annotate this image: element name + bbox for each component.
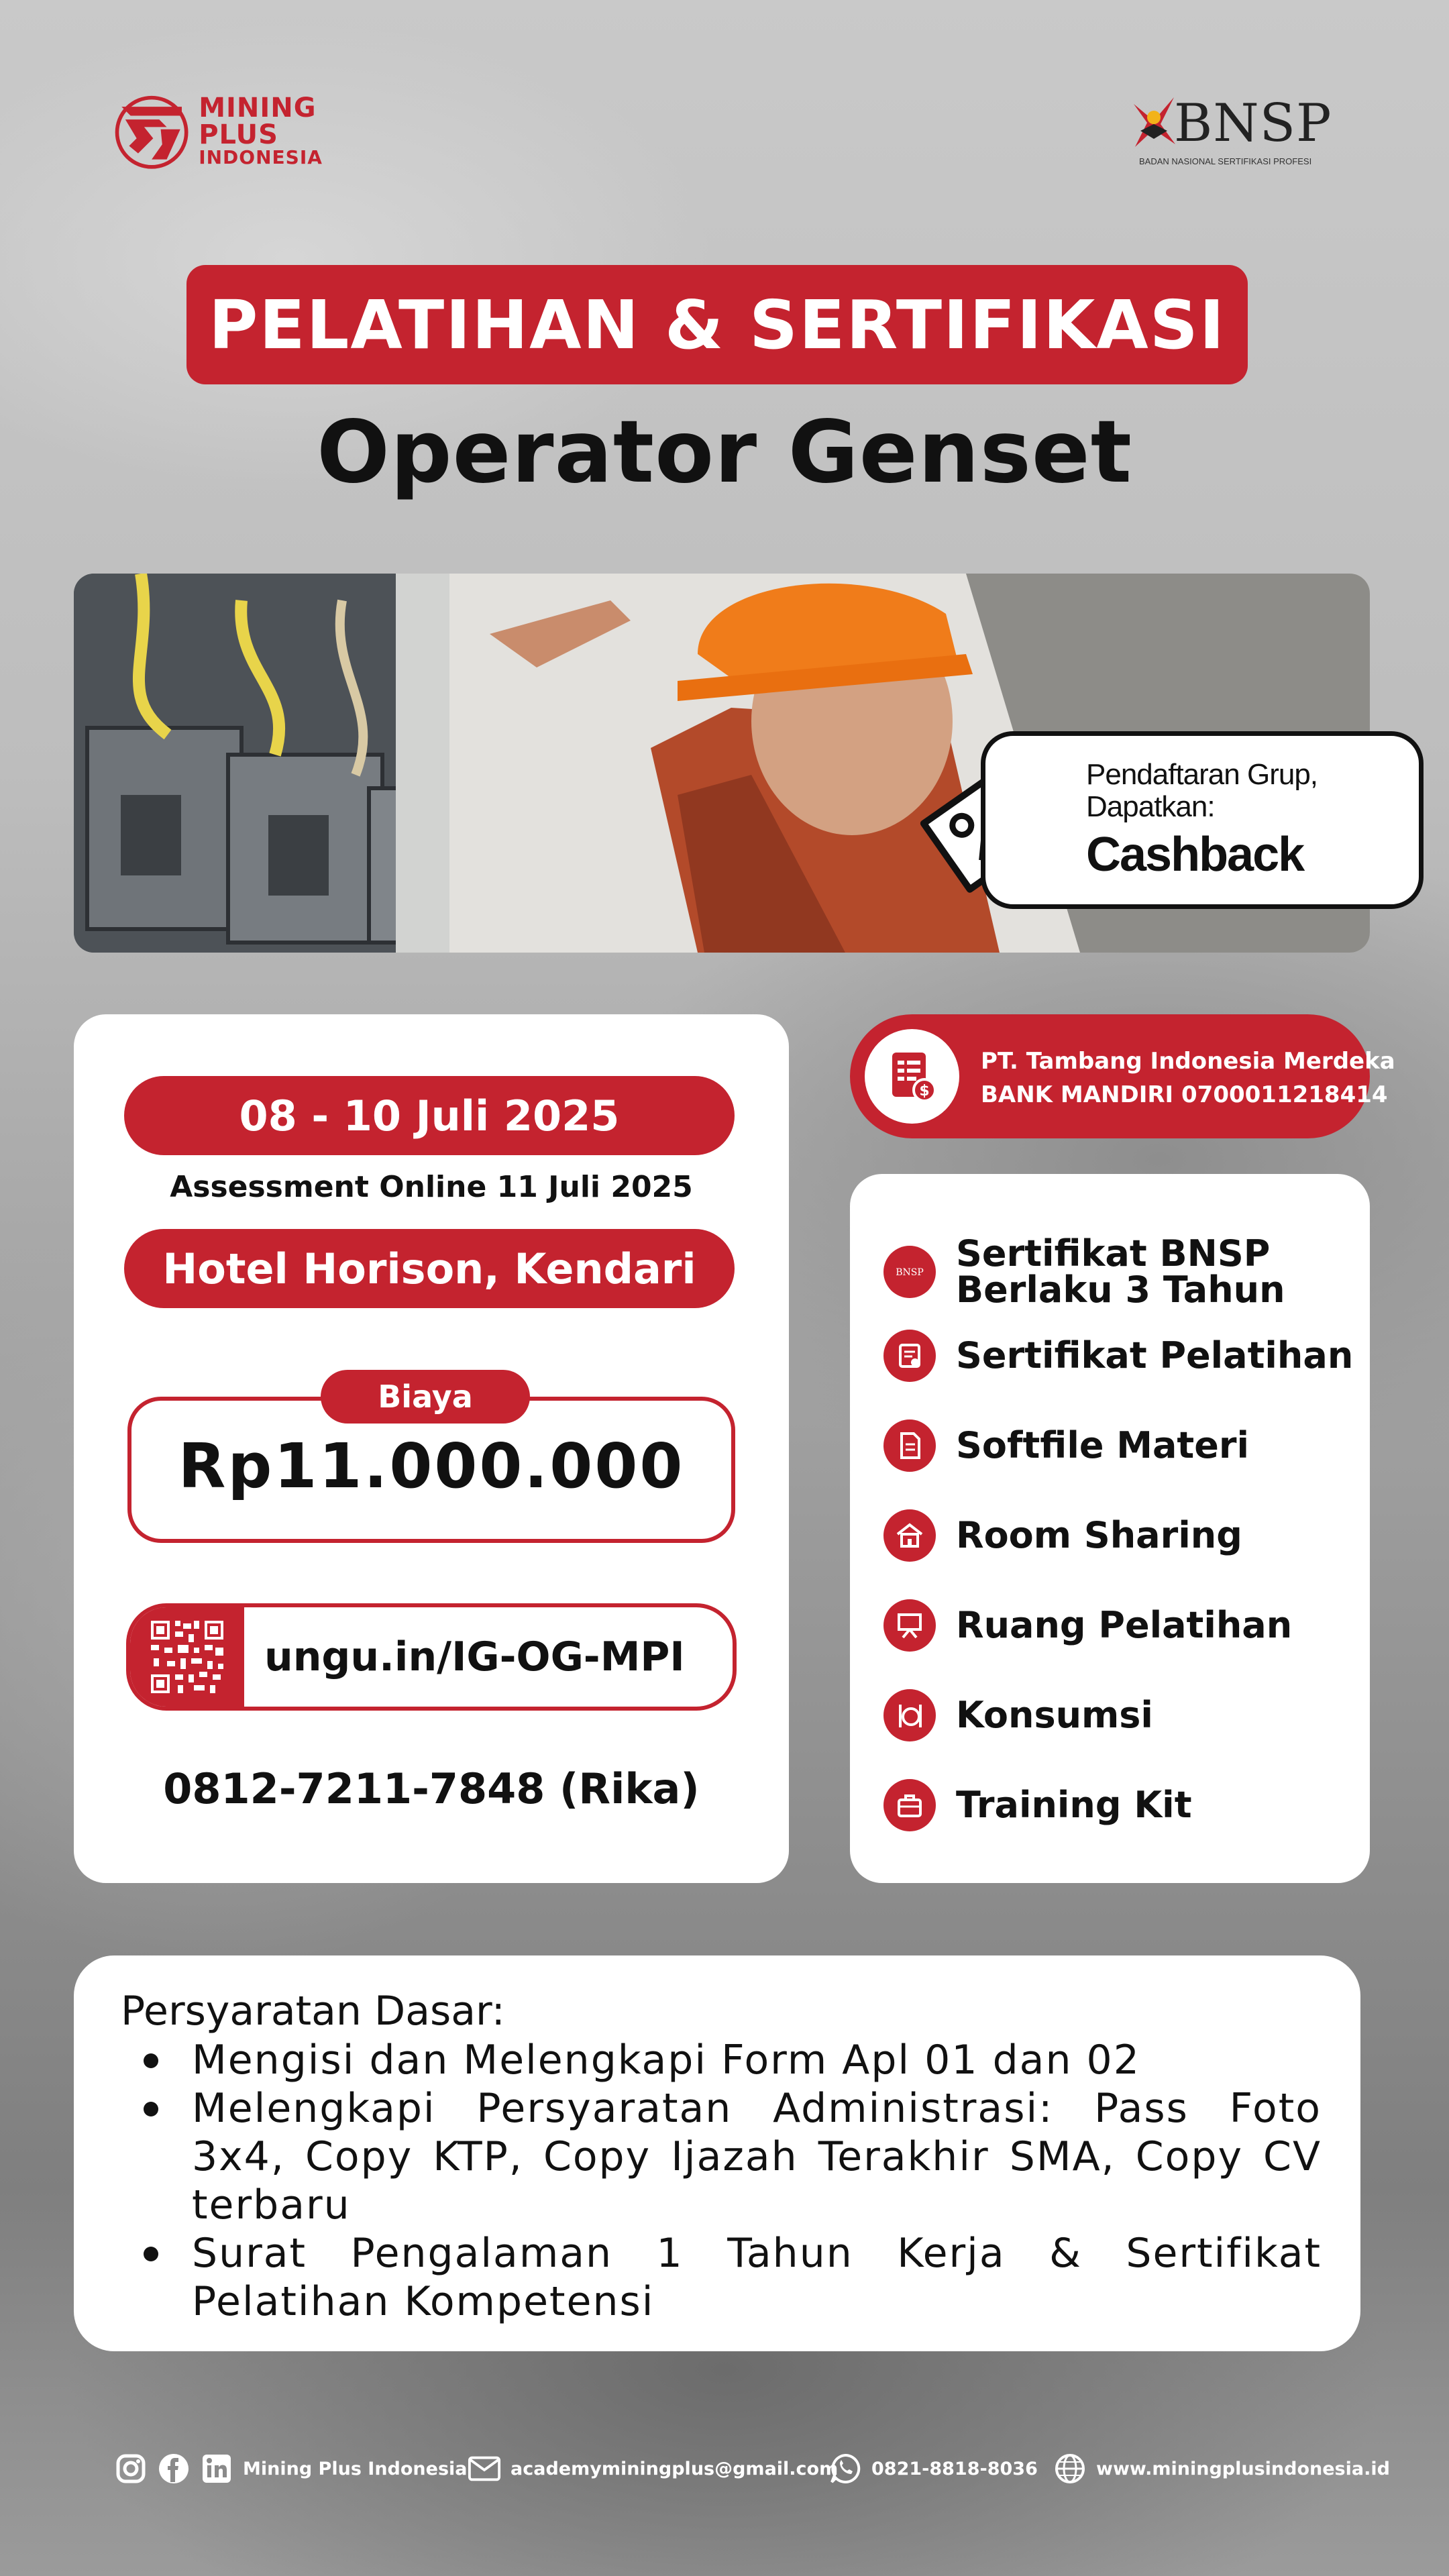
document-icon	[883, 1419, 936, 1472]
bank-company: PT. Tambang Indonesia Merdeka	[981, 1048, 1395, 1075]
benefit-item	[883, 1779, 1192, 1831]
benefit-label: Sertifikat Pelatihan	[956, 1334, 1354, 1377]
dining-icon	[883, 1689, 936, 1741]
certificate-icon	[883, 1330, 936, 1382]
registration-link-text[interactable]: ungu.in/IG-OG-MPI	[264, 1633, 685, 1680]
globe-icon	[1053, 2452, 1087, 2485]
benefits-card	[850, 1174, 1370, 1883]
benefit-item	[883, 1599, 1292, 1652]
benefit-item	[883, 1689, 1153, 1741]
contact-phone[interactable]: 0812-7211-7848 (Rika)	[163, 1764, 700, 1813]
requirements-title: Persyaratan Dasar:	[121, 1988, 505, 2035]
promo-text	[1086, 759, 1318, 824]
requirement-item: Mengisi dan Melengkapi Form Apl 01 dan 02	[192, 2036, 1322, 2084]
whatsapp-icon	[828, 2452, 862, 2485]
event-date: 08 - 10 Juli 2025	[124, 1076, 735, 1155]
mining-plus-logo	[114, 91, 396, 171]
svg-text:$: $	[918, 1082, 930, 1099]
benefit-label: Softfile Materi	[956, 1424, 1250, 1466]
bnsp-subtitle: BADAN NASIONAL SERTIFIKASI PROFESI	[1139, 156, 1312, 166]
instagram-icon[interactable]	[114, 2452, 148, 2485]
footer-website[interactable]	[1053, 2449, 1390, 2489]
cashback-promo	[981, 731, 1424, 909]
brand-name-line1: MINING PLUS	[199, 93, 317, 150]
benefit-label-line2: Berlaku 3 Tahun	[956, 1269, 1285, 1311]
promo-line2: Dapatkan:	[1086, 790, 1215, 824]
kit-icon	[883, 1779, 936, 1831]
promo-line1: Pendaftaran Grup,	[1086, 758, 1318, 791]
footer	[114, 2449, 1390, 2489]
svg-text:BNSP: BNSP	[896, 1267, 924, 1278]
event-venue: Hotel Horison, Kendari	[124, 1229, 735, 1308]
brand-name-line2: INDONESIA	[199, 146, 323, 168]
mining-plus-emblem-icon	[114, 91, 189, 170]
footer-email[interactable]	[468, 2449, 838, 2489]
mail-icon	[468, 2452, 501, 2485]
bank-account: BANK MANDIRI 0700011218414	[981, 1081, 1388, 1108]
benefit-item	[883, 1232, 1285, 1311]
registration-link[interactable]	[126, 1603, 737, 1711]
hotel-icon	[883, 1509, 936, 1562]
linkedin-icon[interactable]	[200, 2452, 233, 2485]
requirements-card	[74, 1955, 1360, 2351]
page-subtitle: Operator Genset	[317, 402, 1132, 502]
page-title: PELATIHAN & SERTIFIKASI	[209, 285, 1226, 364]
benefit-label: Sertifikat BNSP	[956, 1232, 1271, 1275]
requirements-list	[121, 2036, 1322, 2326]
benefit-label: Training Kit	[956, 1784, 1192, 1826]
classroom-icon	[883, 1599, 936, 1652]
price-label: Biaya	[321, 1370, 530, 1424]
requirement-item: Melengkapi Persyaratan Administrasi: Pass Foto 3x4, Copy KTP, Copy Ijazah Terakhir SMA, Copy CV terbaru	[192, 2085, 1322, 2229]
benefit-item	[883, 1509, 1242, 1562]
whatsapp-number[interactable]: 0821-8818-8036	[871, 2458, 1038, 2479]
facebook-icon[interactable]	[157, 2452, 191, 2485]
footer-social[interactable]	[114, 2449, 468, 2489]
social-handle[interactable]: Mining Plus Indonesia	[243, 2458, 468, 2479]
bnsp-logo	[1127, 91, 1342, 171]
assessment-date: Assessment Online 11 Juli 2025	[170, 1170, 693, 1204]
footer-whatsapp[interactable]	[828, 2449, 1038, 2489]
qr-code-icon	[130, 1607, 244, 1707]
bank-info	[850, 1014, 1395, 1138]
benefit-item	[883, 1330, 1353, 1382]
benefit-label: Room Sharing	[956, 1514, 1242, 1556]
benefit-label: Ruang Pelatihan	[956, 1604, 1293, 1646]
price-value: Rp11.000.000	[178, 1430, 685, 1502]
invoice-icon	[865, 1029, 959, 1124]
website-url[interactable]: www.miningplusindonesia.id	[1096, 2458, 1390, 2479]
bnsp-badge-icon	[883, 1246, 936, 1298]
bnsp-name: BNSP	[1174, 93, 1332, 154]
title-banner	[186, 265, 1248, 384]
promo-highlight: Cashback	[1086, 828, 1304, 881]
benefit-item	[883, 1419, 1249, 1472]
bnsp-emblem-icon	[1127, 91, 1181, 151]
event-details-card	[74, 1014, 789, 1883]
requirement-item: Surat Pengalaman 1 Tahun Kerja & Sertifikat Pelatihan Kompetensi	[192, 2230, 1322, 2325]
benefit-label: Konsumsi	[956, 1694, 1153, 1736]
contact-email[interactable]: academyminingplus@gmail.com	[511, 2458, 839, 2479]
